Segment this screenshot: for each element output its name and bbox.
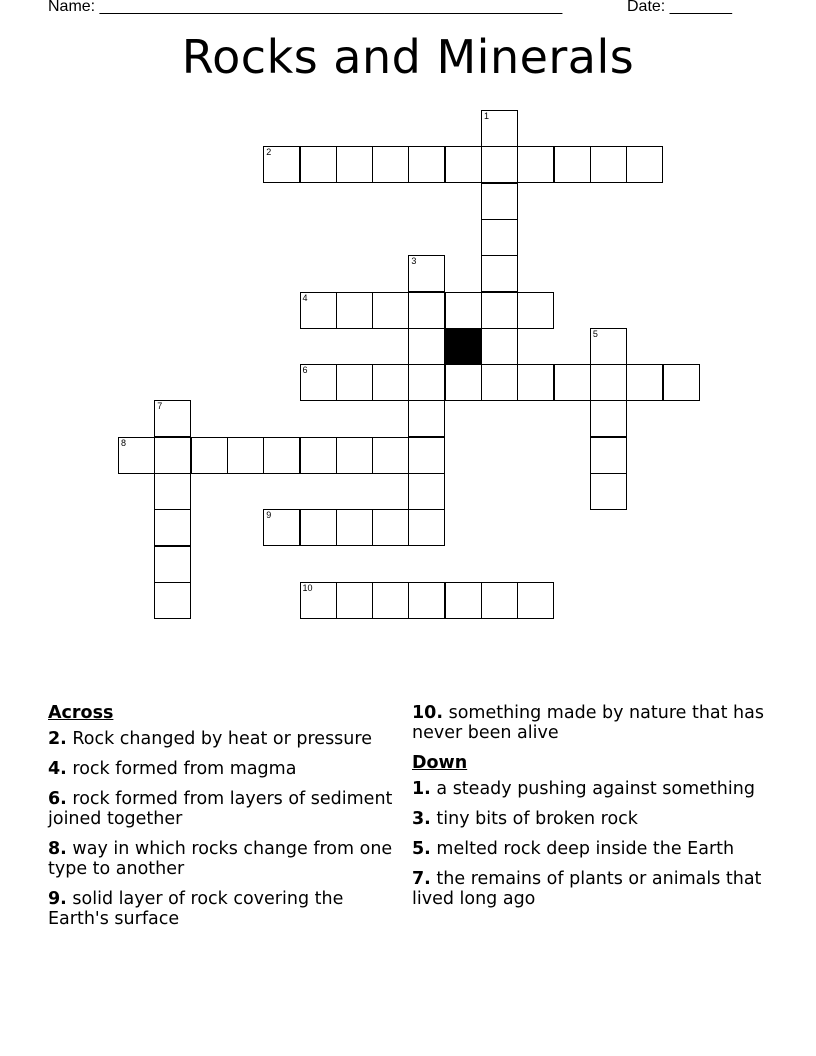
crossword-cell[interactable] <box>408 364 445 401</box>
crossword-cell[interactable] <box>590 400 627 437</box>
clue-across-10: 10. something made by nature that has never been alive <box>412 703 764 743</box>
black-square <box>445 328 482 365</box>
crossword-cell[interactable] <box>336 437 373 474</box>
crossword-cell[interactable] <box>263 146 300 183</box>
clue-across-9: 9. solid layer of rock covering the Earth's surface <box>48 889 344 929</box>
crossword-cell[interactable] <box>154 582 191 619</box>
crossword-cell[interactable] <box>300 509 337 546</box>
crossword-cell[interactable] <box>481 146 518 183</box>
clue-across-8: 8. way in which rocks change from one type to another <box>48 839 393 879</box>
crossword-cell[interactable] <box>517 582 554 619</box>
clue-down-5: 5. melted rock deep inside the Earth <box>412 839 735 859</box>
down-heading: Down <box>412 753 468 773</box>
crossword-cell[interactable] <box>445 292 482 329</box>
crossword-cell[interactable] <box>336 292 373 329</box>
clue-number: 8 <box>121 437 127 448</box>
crossword-cell[interactable] <box>481 219 518 256</box>
crossword-cell[interactable] <box>481 582 518 619</box>
clue-number: 3 <box>411 256 417 267</box>
crossword-cell[interactable] <box>336 509 373 546</box>
crossword-cell[interactable] <box>481 183 518 220</box>
clue-number: 1 <box>484 111 490 121</box>
clues-column-left <box>48 703 393 939</box>
crossword-cell[interactable] <box>408 473 445 510</box>
clue-number: 7 <box>157 401 163 412</box>
clue-number: 5 <box>592 328 598 339</box>
clue-down-3: 3. tiny bits of broken rock <box>412 809 638 829</box>
crossword-cell[interactable] <box>372 364 409 401</box>
date-line: Date: _______ <box>627 0 732 15</box>
crossword-cell[interactable] <box>154 473 191 510</box>
clue-number: 4 <box>302 292 308 303</box>
crossword-cell[interactable] <box>517 292 554 329</box>
crossword-cell[interactable] <box>408 582 445 619</box>
clue-number: 2 <box>266 147 272 158</box>
crossword-cell[interactable] <box>481 110 518 147</box>
crossword-cell[interactable] <box>408 328 445 365</box>
crossword-cell[interactable] <box>445 364 482 401</box>
crossword-cell[interactable] <box>445 146 482 183</box>
clue-number: 9 <box>266 510 272 521</box>
name-line: Name: ____________________________________________________ <box>48 0 563 15</box>
crossword-cell[interactable] <box>300 146 337 183</box>
clue-across-4: 4. rock formed from magma <box>48 759 297 779</box>
crossword-cell[interactable] <box>590 473 627 510</box>
crossword-cell[interactable] <box>663 364 700 401</box>
crossword-cell[interactable] <box>372 146 409 183</box>
crossword-cell[interactable] <box>263 437 300 474</box>
clue-down-7: 7. the remains of plants or animals that lived long ago <box>412 869 762 909</box>
crossword-cell[interactable] <box>408 400 445 437</box>
crossword-cell[interactable] <box>227 437 264 474</box>
clues-column-right <box>412 703 767 919</box>
crossword-cell[interactable] <box>336 146 373 183</box>
crossword-cell[interactable] <box>517 146 554 183</box>
crossword-cell[interactable] <box>372 292 409 329</box>
crossword-cell[interactable] <box>300 292 337 329</box>
crossword-cell[interactable] <box>408 437 445 474</box>
crossword-cell[interactable] <box>154 546 191 583</box>
crossword-cell[interactable] <box>590 328 627 365</box>
crossword-cell[interactable] <box>118 437 155 474</box>
crossword-cell[interactable] <box>300 364 337 401</box>
crossword-cell[interactable] <box>626 146 663 183</box>
crossword-cell[interactable] <box>408 255 445 292</box>
crossword-cell[interactable] <box>408 509 445 546</box>
crossword-cell[interactable] <box>445 582 482 619</box>
crossword-cell[interactable] <box>590 146 627 183</box>
crossword-cell[interactable] <box>626 364 663 401</box>
crossword-cell[interactable] <box>554 146 591 183</box>
clue-across-6: 6. rock formed from layers of sediment joined together <box>48 789 393 829</box>
page-title: Rocks and Minerals <box>181 30 635 84</box>
crossword-cell[interactable] <box>372 509 409 546</box>
crossword-cell[interactable] <box>191 437 228 474</box>
crossword-cell[interactable] <box>554 364 591 401</box>
crossword-cell[interactable] <box>408 146 445 183</box>
crossword-cell[interactable] <box>263 509 300 546</box>
crossword-cell[interactable] <box>481 328 518 365</box>
crossword-cell[interactable] <box>154 400 191 437</box>
crossword-cell[interactable] <box>300 437 337 474</box>
crossword-cell[interactable] <box>154 437 191 474</box>
crossword-cell[interactable] <box>408 292 445 329</box>
crossword-cell[interactable] <box>336 364 373 401</box>
clue-number: 10 <box>302 582 313 593</box>
across-heading: Across <box>48 703 114 723</box>
crossword-cell[interactable] <box>300 582 337 619</box>
crossword-cell[interactable] <box>481 255 518 292</box>
clue-across-2: 2. Rock changed by heat or pressure <box>48 729 372 749</box>
crossword-cell[interactable] <box>154 509 191 546</box>
crossword-cell[interactable] <box>336 582 373 619</box>
clue-down-1: 1. a steady pushing against something <box>412 779 755 799</box>
crossword-cell[interactable] <box>517 364 554 401</box>
clue-number: 6 <box>302 365 308 376</box>
crossword-cell[interactable] <box>481 364 518 401</box>
crossword-cell[interactable] <box>590 364 627 401</box>
crossword-cell[interactable] <box>481 292 518 329</box>
crossword-cell[interactable] <box>590 437 627 474</box>
crossword-cell[interactable] <box>372 582 409 619</box>
crossword-cell[interactable] <box>372 437 409 474</box>
